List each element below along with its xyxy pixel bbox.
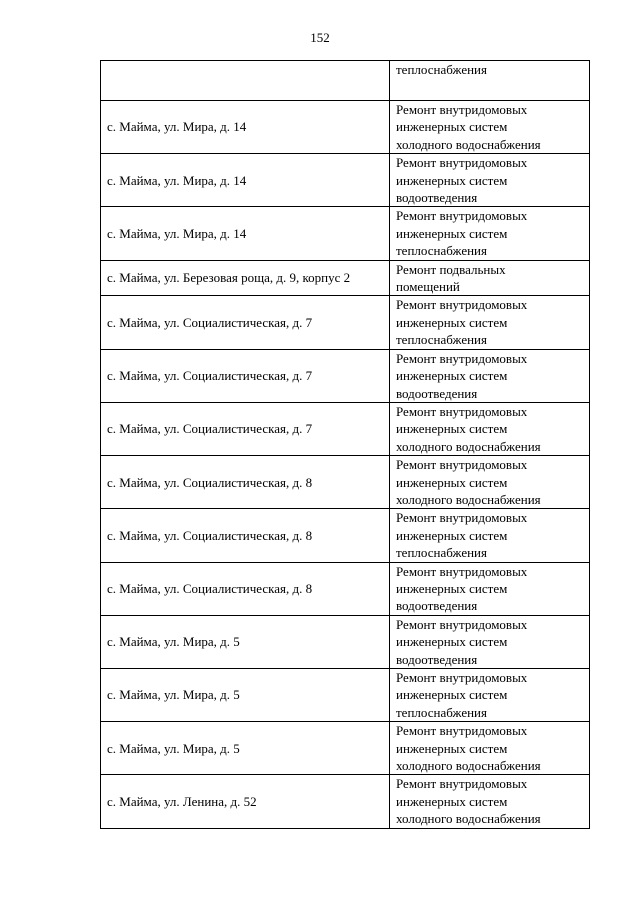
work-line: Ремонт внутридомовых [396, 208, 528, 224]
address-cell: с. Майма, ул. Социалистическая, д. 7 [101, 296, 390, 349]
work-cell [390, 349, 590, 402]
work-cell [390, 456, 590, 509]
work-line: теплоснабжения [396, 332, 487, 348]
work-line: инженерных систем [396, 793, 508, 809]
table-row [101, 207, 590, 260]
address-cell: с. Майма, ул. Мира, д. 5 [101, 669, 390, 722]
work-line: теплоснабжения [396, 62, 487, 77]
table-row [101, 349, 590, 402]
work-line: холодного водоснабжения [396, 438, 541, 454]
address-cell: с. Майма, ул. Социалистическая, д. 7 [101, 349, 390, 402]
work-line: теплоснабжения [396, 545, 487, 561]
table-row [101, 722, 590, 775]
work-cell [390, 722, 590, 775]
work-cell [390, 61, 590, 101]
repair-works-table [100, 60, 590, 829]
table-row [101, 562, 590, 615]
work-line: инженерных систем [396, 119, 508, 135]
work-line: Ремонт подвальных [396, 261, 506, 277]
work-line: инженерных систем [396, 172, 508, 188]
table-row [101, 101, 590, 154]
address-cell [101, 61, 390, 101]
work-line: Ремонт внутридомовых [396, 297, 528, 313]
work-line: Ремонт внутридомовых [396, 155, 528, 171]
work-line: Ремонт внутридомовых [396, 670, 528, 685]
work-cell [390, 260, 590, 296]
work-line: инженерных систем [396, 527, 508, 543]
address-cell: с. Майма, ул. Социалистическая, д. 8 [101, 562, 390, 615]
work-line: Ремонт внутридомовых [396, 563, 528, 579]
work-cell [390, 296, 590, 349]
table-row [101, 509, 590, 562]
address-cell: с. Майма, ул. Мира, д. 5 [101, 615, 390, 668]
table-row [101, 154, 590, 207]
work-line: Ремонт внутридомовых [396, 403, 528, 419]
table-row [101, 61, 590, 101]
work-line: холодного водоснабжения [396, 136, 541, 152]
work-line: инженерных систем [396, 421, 508, 437]
address-cell: с. Майма, ул. Мира, д. 14 [101, 154, 390, 207]
table-row [101, 456, 590, 509]
work-line: помещений [396, 279, 460, 295]
work-line: холодного водоснабжения [396, 491, 541, 507]
work-line: холодного водоснабжения [396, 811, 541, 827]
work-line: водоотведения [396, 385, 478, 401]
work-line: теплоснабжения [396, 243, 487, 259]
work-cell [390, 615, 590, 668]
table-row [101, 260, 590, 296]
table-row [101, 669, 590, 722]
work-line: инженерных систем [396, 634, 508, 650]
address-cell: с. Майма, ул. Социалистическая, д. 8 [101, 509, 390, 562]
address-cell: с. Майма, ул. Ленина, д. 52 [101, 775, 390, 828]
work-line: инженерных систем [396, 580, 508, 596]
address-cell: с. Майма, ул. Социалистическая, д. 7 [101, 402, 390, 455]
work-cell [390, 101, 590, 154]
address-cell: с. Майма, ул. Мира, д. 14 [101, 207, 390, 260]
work-line: инженерных систем [396, 474, 508, 490]
work-line: инженерных систем [396, 368, 508, 384]
table-row [101, 296, 590, 349]
table-row [101, 615, 590, 668]
work-line: инженерных систем [396, 687, 508, 703]
work-cell [390, 402, 590, 455]
work-cell [390, 207, 590, 260]
page-number: 152 [310, 30, 330, 45]
table-row [101, 402, 590, 455]
address-cell: с. Майма, ул. Социалистическая, д. 8 [101, 456, 390, 509]
work-cell [390, 669, 590, 722]
work-cell [390, 509, 590, 562]
work-line: инженерных систем [396, 225, 508, 241]
work-line: теплоснабжения [396, 704, 487, 720]
work-line: Ремонт внутридомовых [396, 776, 528, 792]
work-cell [390, 154, 590, 207]
work-line: инженерных систем [396, 314, 508, 330]
address-cell: с. Майма, ул. Березовая роща, д. 9, корпус 2 [101, 260, 390, 296]
work-cell [390, 562, 590, 615]
work-line: Ремонт внутридомовых [396, 510, 528, 526]
work-line: водоотведения [396, 190, 478, 206]
work-cell [390, 775, 590, 828]
work-line: Ремонт внутридомовых [396, 723, 528, 739]
work-line: инженерных систем [396, 740, 508, 756]
work-line: Ремонт внутридомовых [396, 457, 528, 473]
work-line: Ремонт внутридомовых [396, 350, 528, 366]
table-row [101, 775, 590, 828]
work-line: холодного водоснабжения [396, 758, 541, 774]
work-line: водоотведения [396, 598, 478, 614]
work-line: Ремонт внутридомовых [396, 616, 528, 632]
address-cell: с. Майма, ул. Мира, д. 14 [101, 101, 390, 154]
work-line: водоотведения [396, 651, 478, 667]
work-line: Ремонт внутридомовых [396, 102, 528, 117]
address-cell: с. Майма, ул. Мира, д. 5 [101, 722, 390, 775]
table-body [101, 61, 590, 829]
